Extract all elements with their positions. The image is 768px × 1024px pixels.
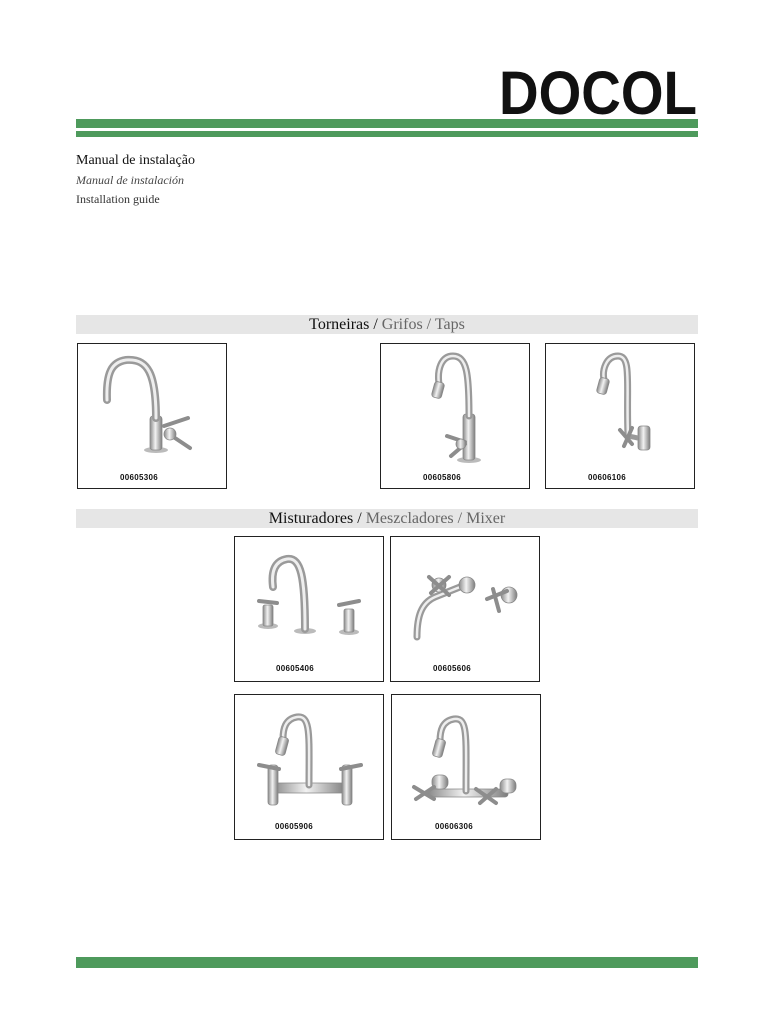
logo-text: DOCOL [499, 64, 697, 118]
product-card-00605806 [380, 343, 530, 489]
docol-logo [498, 64, 698, 118]
document-titles [76, 152, 195, 208]
faucet-illustration [235, 695, 383, 839]
faucet-illustration [546, 344, 694, 488]
product-code: 00605306 [120, 473, 158, 482]
section-header-mixers [76, 509, 698, 528]
faucet-illustration [78, 344, 226, 488]
header-divider-thick [76, 119, 698, 128]
product-card-00606106 [545, 343, 695, 489]
section-taps-alt: Grifos / Taps [381, 316, 465, 333]
product-card-00605306 [77, 343, 227, 489]
section-header-taps [76, 315, 698, 334]
title-english: Installation guide [76, 192, 160, 206]
product-card-00605406 [234, 536, 384, 682]
product-code: 00606106 [588, 473, 626, 482]
faucet-illustration [392, 695, 540, 839]
section-mixers-pt: Misturadores [268, 510, 354, 527]
product-code: 00605606 [433, 664, 471, 673]
title-portuguese: Manual de instalação [76, 153, 195, 168]
product-card-00606306 [391, 694, 541, 840]
product-code: 00605806 [423, 473, 461, 482]
section-taps-sep: / [369, 316, 382, 333]
section-mixers-alt: Meszcladores / Mixer [365, 510, 506, 527]
section-mixers-sep: / [353, 510, 366, 527]
title-spanish: Manual de instalación [76, 173, 184, 187]
product-code: 00605906 [275, 822, 313, 831]
product-card-00605606 [390, 536, 540, 682]
product-code: 00605406 [276, 664, 314, 673]
header-divider-thin [76, 131, 698, 137]
product-card-00605906 [234, 694, 384, 840]
section-taps-pt: Torneiras [309, 316, 370, 333]
product-code: 00606306 [435, 822, 473, 831]
faucet-illustration [381, 344, 529, 488]
footer-divider [76, 957, 698, 968]
faucet-illustration [235, 537, 383, 681]
faucet-illustration [391, 537, 539, 681]
